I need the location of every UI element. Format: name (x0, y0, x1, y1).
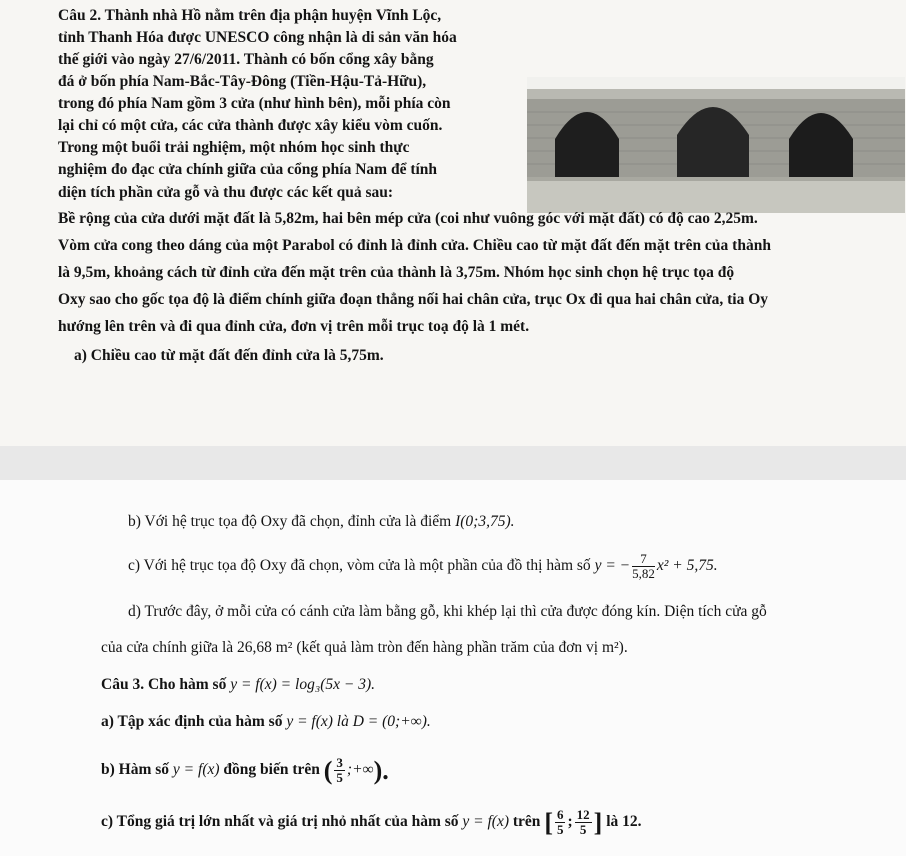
q2-c-rhs: x² + 5,75. (656, 557, 718, 575)
q2-c-text: c) Với hệ trục tọa độ Oxy đã chọn, vòm cửa là một phần của đồ thị hàm số (128, 557, 591, 575)
q3-b-function: y = f(x) (172, 761, 220, 779)
q3-c-denominator-2: 5 (579, 822, 587, 837)
q3-title-text: Câu 3. Cho hàm số (101, 676, 227, 693)
q2-line-13: Oxy sao cho gốc tọa độ là điểm chính giữa đoạn thẳng nối hai chân cửa, trục Ox đi qua hai chân cửa, tia Oy (58, 291, 768, 308)
q2-line-7: Trong một buổi trải nghiệm, một nhóm học sinh thực (58, 139, 410, 156)
q2-b-formula: I(0;3,75). (455, 513, 515, 530)
q2-line-5: trong đó phía Nam gồm 3 cửa (như hình bên), mỗi phía còn (58, 95, 451, 112)
q2-line-2: tỉnh Thanh Hóa được UNESCO công nhận là di sản văn hóa (58, 29, 457, 46)
q2-b-text: b) Với hệ trục tọa độ Oxy đã chọn, đỉnh cửa là điểm (128, 513, 452, 530)
q2-line-1: Câu 2. Thành nhà Hồ nằm trên địa phận huyện Vĩnh Lộc, (58, 7, 442, 24)
q2-line-8: nghiệm đo đạc cửa chính giữa của cổng phía Nam để tính (58, 161, 438, 178)
citadel-gate-photo (527, 77, 905, 213)
q3-c-numerator-2: 12 (576, 807, 590, 822)
q3-b-open-paren: ( (323, 756, 333, 785)
q3-a-text: a) Tập xác định của hàm số (101, 713, 283, 730)
q3-c-open-bracket: [ (544, 808, 553, 837)
citadel-gate-illustration (527, 77, 905, 213)
q2-c-denominator: 5,82 (632, 566, 655, 581)
q3-title (101, 675, 375, 694)
q3-a-formula: y = f(x) là D = (0;+∞). (286, 713, 431, 730)
q3-c-close-bracket: ] (593, 808, 603, 837)
q2-statement-d-line1: d) Trước đây, ở mỗi cửa có cánh cửa làm bằng gỗ, khi khép lại thì cửa được đóng kín. Diện tích cửa gỗ (128, 603, 767, 620)
q2-line-14: hướng lên trên và đi qua đỉnh cửa, đơn vị trên mỗi trục toạ độ là 1 mét. (58, 318, 530, 335)
q2-statement-b (128, 512, 515, 531)
q2-statement-a: a) Chiều cao từ mặt đất đến đỉnh cửa là 5,75m. (74, 347, 384, 364)
q3-c-fraction-2 (575, 808, 592, 837)
page-divider (0, 446, 906, 480)
q2-c-lhs: y = − (594, 557, 631, 575)
q3-c-function: y = f(x) (462, 813, 510, 831)
q3-b-tail: ;+∞ (346, 761, 374, 779)
q3-b-close-paren: ). (373, 756, 389, 785)
q3-c-fraction-1 (555, 808, 566, 837)
q3-c-tail: là 12. (606, 813, 642, 831)
q2-line-6: lại chỉ có một cửa, các cửa thành được xây kiểu vòm cuốn. (58, 117, 443, 134)
q3-b-numerator: 3 (336, 755, 343, 770)
q3-statement-c: c) Tổng giá trị lớn nhất và giá trị nhỏ nhất của hàm số y = f(x) trên [ $\frac{6}{5}$ ; $\frac{12}{5}$ ] là 12. (101, 807, 642, 837)
question-2-continued-and-question-3 (0, 480, 906, 856)
q2-line-12: là 9,5m, khoảng cách từ đỉnh cửa đến mặt trên của thành là 3,75m. Nhóm học sinh chọn hệ trục tọa độ (58, 264, 735, 281)
q3-c-mid: trên (512, 813, 541, 831)
q2-line-11: Vòm cửa cong theo dáng của một Parabol có đỉnh là đỉnh cửa. Chiều cao từ mặt đất đến mặt trên của thành (58, 237, 771, 254)
q2-line-9: diện tích phần cửa gỗ và thu được các kết quả sau: (58, 184, 394, 201)
q3-c-numerator-1: 6 (556, 807, 564, 822)
q2-statement-d-line2: của cửa chính giữa là 26,68 m² (kết quả làm tròn đến hàng phần trăm của đơn vị m²). (101, 639, 628, 656)
q3-c-text: c) Tổng giá trị lớn nhất và giá trị nhỏ nhất của hàm số (101, 813, 459, 831)
q3-b-mid: đồng biến trên (223, 761, 320, 779)
q3-statement-b (101, 756, 389, 785)
q3-c-denominator-1: 5 (556, 822, 564, 837)
q2-statement-c (128, 552, 718, 581)
q3-b-denominator: 5 (336, 770, 343, 785)
q2-c-numerator: 7 (632, 552, 655, 567)
q2-line-4: đá ở bốn phía Nam-Bắc-Tây-Đông (Tiền-Hậu-Tả-Hữu), (58, 73, 427, 90)
q2-line-10: Bề rộng của cửa dưới mặt đất là 5,82m, hai bên mép cửa (coi như vuông góc với mặt đất) có độ cao 2,25m. (58, 210, 758, 227)
q3-statement-a (101, 712, 431, 731)
q3-b-fraction (334, 756, 345, 785)
q3-function: y = f(x) = log₃(5x − 3). (230, 676, 375, 693)
q2-line-3: thế giới vào ngày 27/6/2011. Thành có bốn cổng xây bằng (58, 51, 434, 68)
q3-b-text: b) Hàm số (101, 761, 170, 779)
q2-c-fraction (632, 552, 655, 581)
